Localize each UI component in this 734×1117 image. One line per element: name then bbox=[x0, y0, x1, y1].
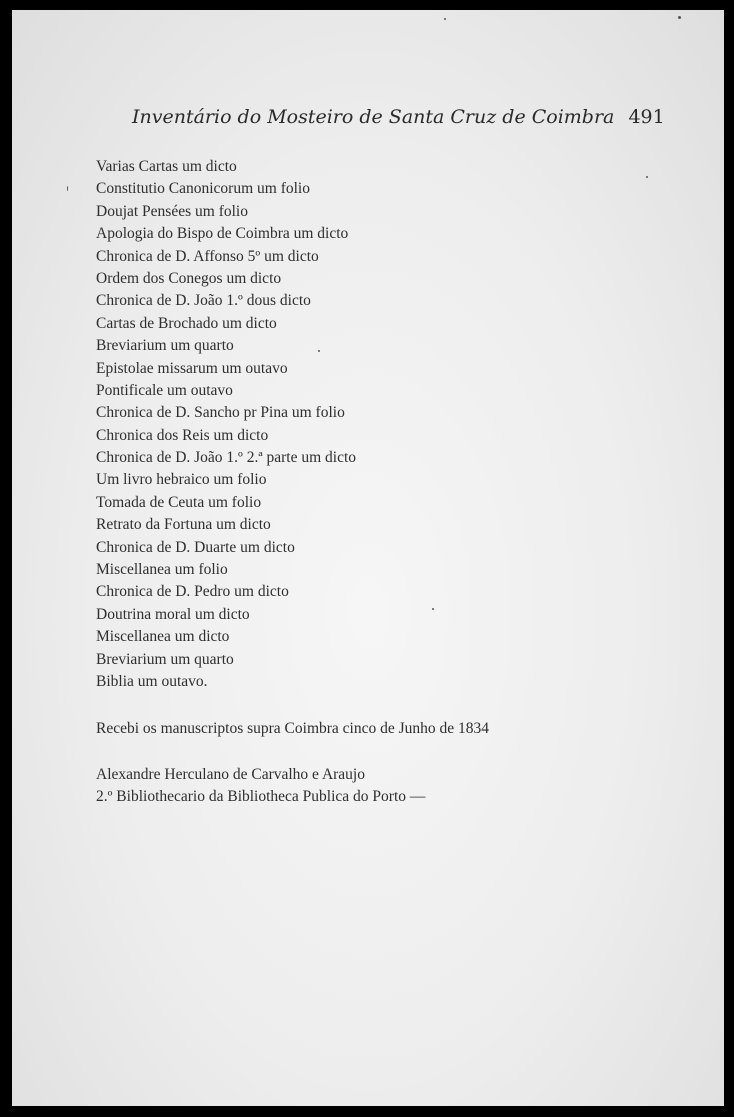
list-item: Breviarium um quarto bbox=[96, 650, 234, 668]
page-scan bbox=[12, 10, 724, 1106]
signatory-title: 2.º Bibliothecario da Bibliotheca Publica do Porto — bbox=[96, 788, 426, 805]
list-item: Breviarium um quarto bbox=[96, 337, 234, 355]
list-item: Miscellanea um dicto bbox=[96, 628, 230, 646]
list-item: Doujat Pensées um folio bbox=[96, 202, 248, 220]
list-item: Chronica dos Reis um dicto bbox=[96, 426, 269, 444]
list-item: Apologia do Bispo de Coimbra um dicto bbox=[96, 225, 349, 243]
dust-speck bbox=[444, 18, 446, 20]
list-item: Varias Cartas um dicto bbox=[96, 158, 237, 175]
dust-speck bbox=[646, 176, 648, 178]
list-item: Miscellanea um folio bbox=[96, 561, 228, 579]
list-item: Constitutio Canonicorum um folio bbox=[96, 180, 310, 198]
header-title: Inventário do Mosteiro de Santa Cruz de Coimbra bbox=[132, 106, 615, 128]
list-item: Pontificale um outavo bbox=[96, 381, 233, 399]
list-item: Biblia um outavo. bbox=[96, 672, 208, 690]
dust-speck bbox=[67, 186, 68, 191]
running-header bbox=[132, 106, 665, 128]
list-item: Cartas de Brochado um dicto bbox=[96, 314, 277, 332]
list-item: Chronica de D. Duarte um dicto bbox=[96, 538, 295, 556]
signatory-name: Alexandre Herculano de Carvalho e Araujo bbox=[96, 766, 365, 783]
dust-speck bbox=[318, 350, 320, 352]
dust-speck bbox=[678, 16, 681, 19]
manuscript-list bbox=[96, 156, 356, 693]
list-item: Chronica de D. Sancho pr Pina um folio bbox=[96, 404, 345, 422]
list-item: Retrato da Fortuna um dicto bbox=[96, 516, 271, 534]
list-item: Chronica de D. Pedro um dicto bbox=[96, 583, 289, 601]
list-item: Chronica de D. Affonso 5º um dicto bbox=[96, 247, 319, 265]
list-item: Epistolae missarum um outavo bbox=[96, 359, 288, 377]
list-item: Um livro hebraico um folio bbox=[96, 471, 267, 489]
list-item: Doutrina moral um dicto bbox=[96, 605, 250, 623]
list-item: Chronica de D. João 1.º dous dicto bbox=[96, 292, 311, 310]
list-item: Chronica de D. João 1.º 2.ª parte um dicto bbox=[96, 449, 357, 467]
receipt-statement: Recebi os manuscriptos supra Coimbra cinco de Junho de 1834 bbox=[96, 720, 490, 737]
dust-speck bbox=[432, 608, 434, 610]
page-number: 491 bbox=[628, 106, 665, 128]
list-item: Tomada de Ceuta um folio bbox=[96, 493, 262, 511]
list-item: Ordem dos Conegos um dicto bbox=[96, 269, 282, 287]
